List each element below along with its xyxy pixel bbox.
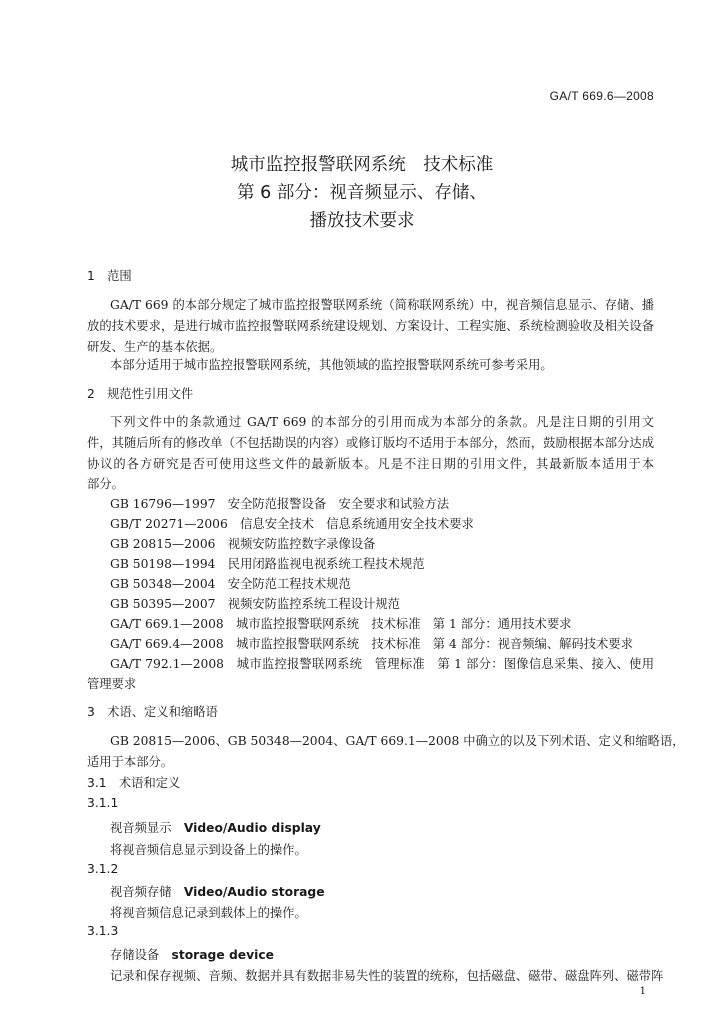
paragraph-line: GA/T 669 的本部分规定了城市监控报警联网系统（简称联网系统）中，视音频信息显示、存储、播 (110, 298, 654, 312)
page-number: 1 (639, 986, 646, 997)
subsection-heading: 3.1 术语和定义 (87, 776, 181, 790)
doc-title-line-2: 第 6 部分：视音频显示、存储、 (237, 183, 487, 203)
term-chinese: 存储设备 (110, 948, 160, 962)
standard-code: GA/T 669.6—2008 (549, 89, 654, 103)
paragraph-line: 件，其随后所有的修改单（不包括勘误的内容）或修订版均不适用于本部分，然而，鼓励根据本部分达成 (87, 436, 654, 450)
term-definition: 将视音频信息显示到设备上的操作。 (110, 843, 307, 857)
term-number: 3.1.2 (87, 862, 119, 876)
term-english: storage device (171, 948, 274, 962)
section-3-heading: 3 术语、定义和缩略语 (87, 705, 218, 719)
reference-item: GB 50198—1994 民用闭路监视电视系统工程技术规范 (110, 557, 425, 571)
reference-item: GB 16796—1997 安全防范报警设备 安全要求和试验方法 (110, 497, 450, 511)
paragraph-line: 本部分适用于城市监控报警联网系统，其他领域的监控报警联网系统可参考采用。 (110, 358, 553, 372)
term-entry (110, 945, 274, 963)
reference-item: GB 20815—2006 视频安防监控数字录像设备 (110, 537, 376, 551)
reference-item: GB 50348—2004 安全防范工程技术规范 (110, 577, 351, 591)
doc-title-line-3: 播放技术要求 (309, 211, 415, 231)
paragraph-line: 研发、生产的基本依据。 (87, 340, 223, 354)
reference-item: GA/T 669.4—2008 城市监控报警联网系统 技术标准 第 4 部分：视音频编、解码技术要求 (110, 637, 633, 651)
term-definition: 记录和保存视频、音频、数据并具有数据非易失性的装置的统称，包括磁盘、磁带、磁盘阵列、磁带阵 (110, 969, 664, 983)
reference-item: GB 50395—2007 视频安防监控系统工程设计规范 (110, 597, 400, 611)
term-number: 3.1.3 (87, 924, 119, 938)
paragraph-line: GB 20815—2006、GB 50348—2004、GA/T 669.1—2008 中确立的以及下列术语、定义和缩略语， (110, 734, 685, 748)
paragraph-line: 部分。 (87, 477, 124, 491)
term-number: 3.1.1 (87, 796, 119, 810)
term-definition: 将视音频信息记录到载体上的操作。 (110, 906, 307, 920)
reference-item-continued: 管理要求 (87, 677, 137, 691)
paragraph-line: 放的技术要求，是进行城市监控报警联网系统建设规划、方案设计、工程实施、系统检测验收及相关设备 (87, 319, 654, 333)
paragraph-line: 协议的各方研究是否可使用这些文件的最新版本。凡是不注日期的引用文件，其最新版本适用于本 (87, 457, 654, 471)
section-2-heading: 2 规范性引用文件 (87, 387, 194, 401)
term-chinese: 视音频存储 (110, 885, 172, 899)
paragraph-line: 下列文件中的条款通过 GA/T 669 的本部分的引用而成为本部分的条款。凡是注日期的引用文 (110, 415, 654, 429)
term-english: Video/Audio display (183, 821, 321, 835)
paragraph-line: 适用于本部分。 (87, 755, 174, 769)
term-english: Video/Audio storage (183, 885, 325, 899)
doc-title-line-1: 城市监控报警联网系统 技术标准 (230, 155, 494, 175)
term-entry (110, 882, 325, 900)
term-entry (110, 818, 321, 836)
reference-item: GA/T 669.1—2008 城市监控报警联网系统 技术标准 第 1 部分：通用技术要求 (110, 617, 572, 631)
reference-item: GB/T 20271—2006 信息安全技术 信息系统通用安全技术要求 (110, 517, 474, 531)
term-chinese: 视音频显示 (110, 821, 172, 835)
reference-item: GA/T 792.1—2008 城市监控报警联网系统 管理标准 第 1 部分：图像信息采集、接入、使用 (110, 657, 654, 671)
section-1-heading: 1 范围 (87, 269, 132, 283)
